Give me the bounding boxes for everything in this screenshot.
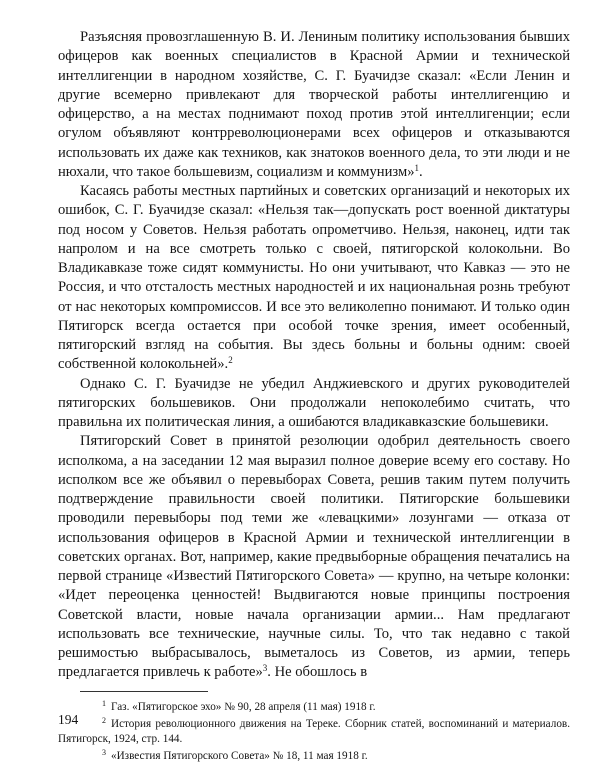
footnote-2-mark: 2 <box>102 716 106 725</box>
paragraph-2 <box>58 182 570 375</box>
paragraph-2-text: Касаясь работы местных партийных и советских организаций и некоторых их ошибок, С. Г. Буачидзе сказал: «Нельзя так—допускать рост военной диктатуры под носом у Советов. Нельзя работать опрометчиво. Нельзя, наконец, идти так напролом и на все смотреть только с своей, пятигорской колокольни. Во Владикавказе тоже сидят коммунисты. Но они учитывают, что Кавказ — это не Россия, и что отсталость местных народностей и их национальная рознь требуют от нас некоторых компромиссов. И все это великолепно понимают. И только один Пятигорск всегда остается при особой точке зрения, имеет особенный, пятигорский взгляд на события. Вы здесь больны и больны одним: своей собственной колокольней». <box>58 183 570 373</box>
paragraph-1-text: Разъясняя провозглашенную В. И. Лениным политику использования бывших офицеров как военных специалистов в Красной Армии и технической интеллигенции в народном хозяйстве, С. Г. Буачидзе сказал: «Если Ленин и другие всемерно привлекают для творческой работы интеллигенцию и офицерство, а на местах поднимают поход против этой интеллигенции; если огулом объявляют контрреволюционерами всех офицеров и отказываются использовать их даже как техников, как знатоков военного дела, то эти люди и не нюхали, что такое большевизм, социализм и коммунизм» <box>58 29 570 180</box>
footnotes <box>58 697 570 764</box>
footnote-2-text: История революционного движения на Тереке. Сборник статей, воспоминаний и материалов. Пятигорск, 1924, стр. 144. <box>58 718 570 745</box>
footnote-ref-3[interactable]: 3 <box>262 663 268 674</box>
footnote-1 <box>58 697 570 715</box>
footnote-3 <box>58 746 570 764</box>
paragraph-4-text: Пятигорский Совет в принятой резолюции одобрил деятельность своего исполкома, а на заседании 12 мая выразил полное доверие всему его составу. Но исполком все же объявил о перевыборах Совета, решив таким путем получить подтверждение правильности своей политики. Пятигорские большевики проводили перевыборы под теми же «левацкими» лозунгами — отказа от использования офицеров в Красной Армии и технической интеллигенции в советских органах. Вот, например, какие предвыборные обращения печатались на первой странице «Известий Пятигорского Совета» — крупно, на четыре колонки: «Идет переоценка ценностей! Выдвигаются новые принципы построения Советской власти, новые начала организации армии... Нам предлагают использовать все технические, научные силы. То, что так недавно с такой решимостью выбрасывалось, выметалось из Советов, из армии, теперь предлагается привлечь к работе» <box>58 433 570 681</box>
paragraph-4-tail: Не обошлось в <box>270 664 368 681</box>
paragraph-3: Однако С. Г. Буачидзе не убедил Анджиевского и других руководителей пятигорских большевиков. Они продолжали непоколебимо считать, что правильна их политическая линия, а ошибаются владикавказские большевики. <box>58 375 570 430</box>
footnote-1-text: Газ. «Пятигорское эхо» № 90, 28 апреля (11 мая) 1918 г. <box>111 700 376 713</box>
footnote-ref-1[interactable]: 1 <box>414 162 420 173</box>
page-content <box>58 28 570 764</box>
paragraph-1: Разъясняя провозглашенную В. И. Лениным политику использования бывших офицеров как военных специалистов в Красной Армии и технической интеллигенции в народном хозяйстве, С. Г. Буачидзе сказал: «Если Ленин и другие всемерно привлекают для творческой работы интеллигенцию и офицерство, а на местах поднимают поход против этой интеллигенции; если огулом объявляют контрреволюционерами всех офицеров и отказываются использовать их даже как техников, как знатоков военного дела, то эти люди и не нюхали, что такое большевизм, социализм и коммунизм»$^1$. <box>58 29 570 180</box>
paragraph-4: Пятигорский Совет в принятой резолюции одобрил деятельность своего исполкома, а на заседании 12 мая выразил полное доверие всему его составу. Но исполком все же объявил о перевыборах Совета, решив таким путем получить подтверждение правильности своей политики. Пятигорские большевики проводили перевыборы под теми же «левацкими» лозунгами — отказа от использования офицеров в Красной Армии и технической интеллигенции в советских органах. Вот, например, какие предвыборные обращения печатались на первой странице «Известий Пятигорского Совета» — крупно, на четыре колонки: «Идет переоценка ценностей! Выдвигаются новые принципы построения Советской власти, новые начала организации армии... Нам предлагают использовать все технические, научные силы. То, что так недавно с такой решимостью выбрасывалось, выметалось из Советов, из армии, теперь предлагается привлечь к работе»$^3$. Не обошлось в <box>58 433 570 681</box>
footnote-2 <box>58 714 570 746</box>
footnote-ref-2[interactable]: 2 <box>228 355 233 366</box>
footnote-1-mark: 1 <box>102 698 106 708</box>
footnote-divider <box>80 691 208 692</box>
footnote-3-text: «Известия Пятигорского Совета» № 18, 11 мая 1918 г. <box>111 750 368 762</box>
footnote-3-mark: 3 <box>102 748 106 757</box>
page-number: 194 <box>58 712 79 727</box>
